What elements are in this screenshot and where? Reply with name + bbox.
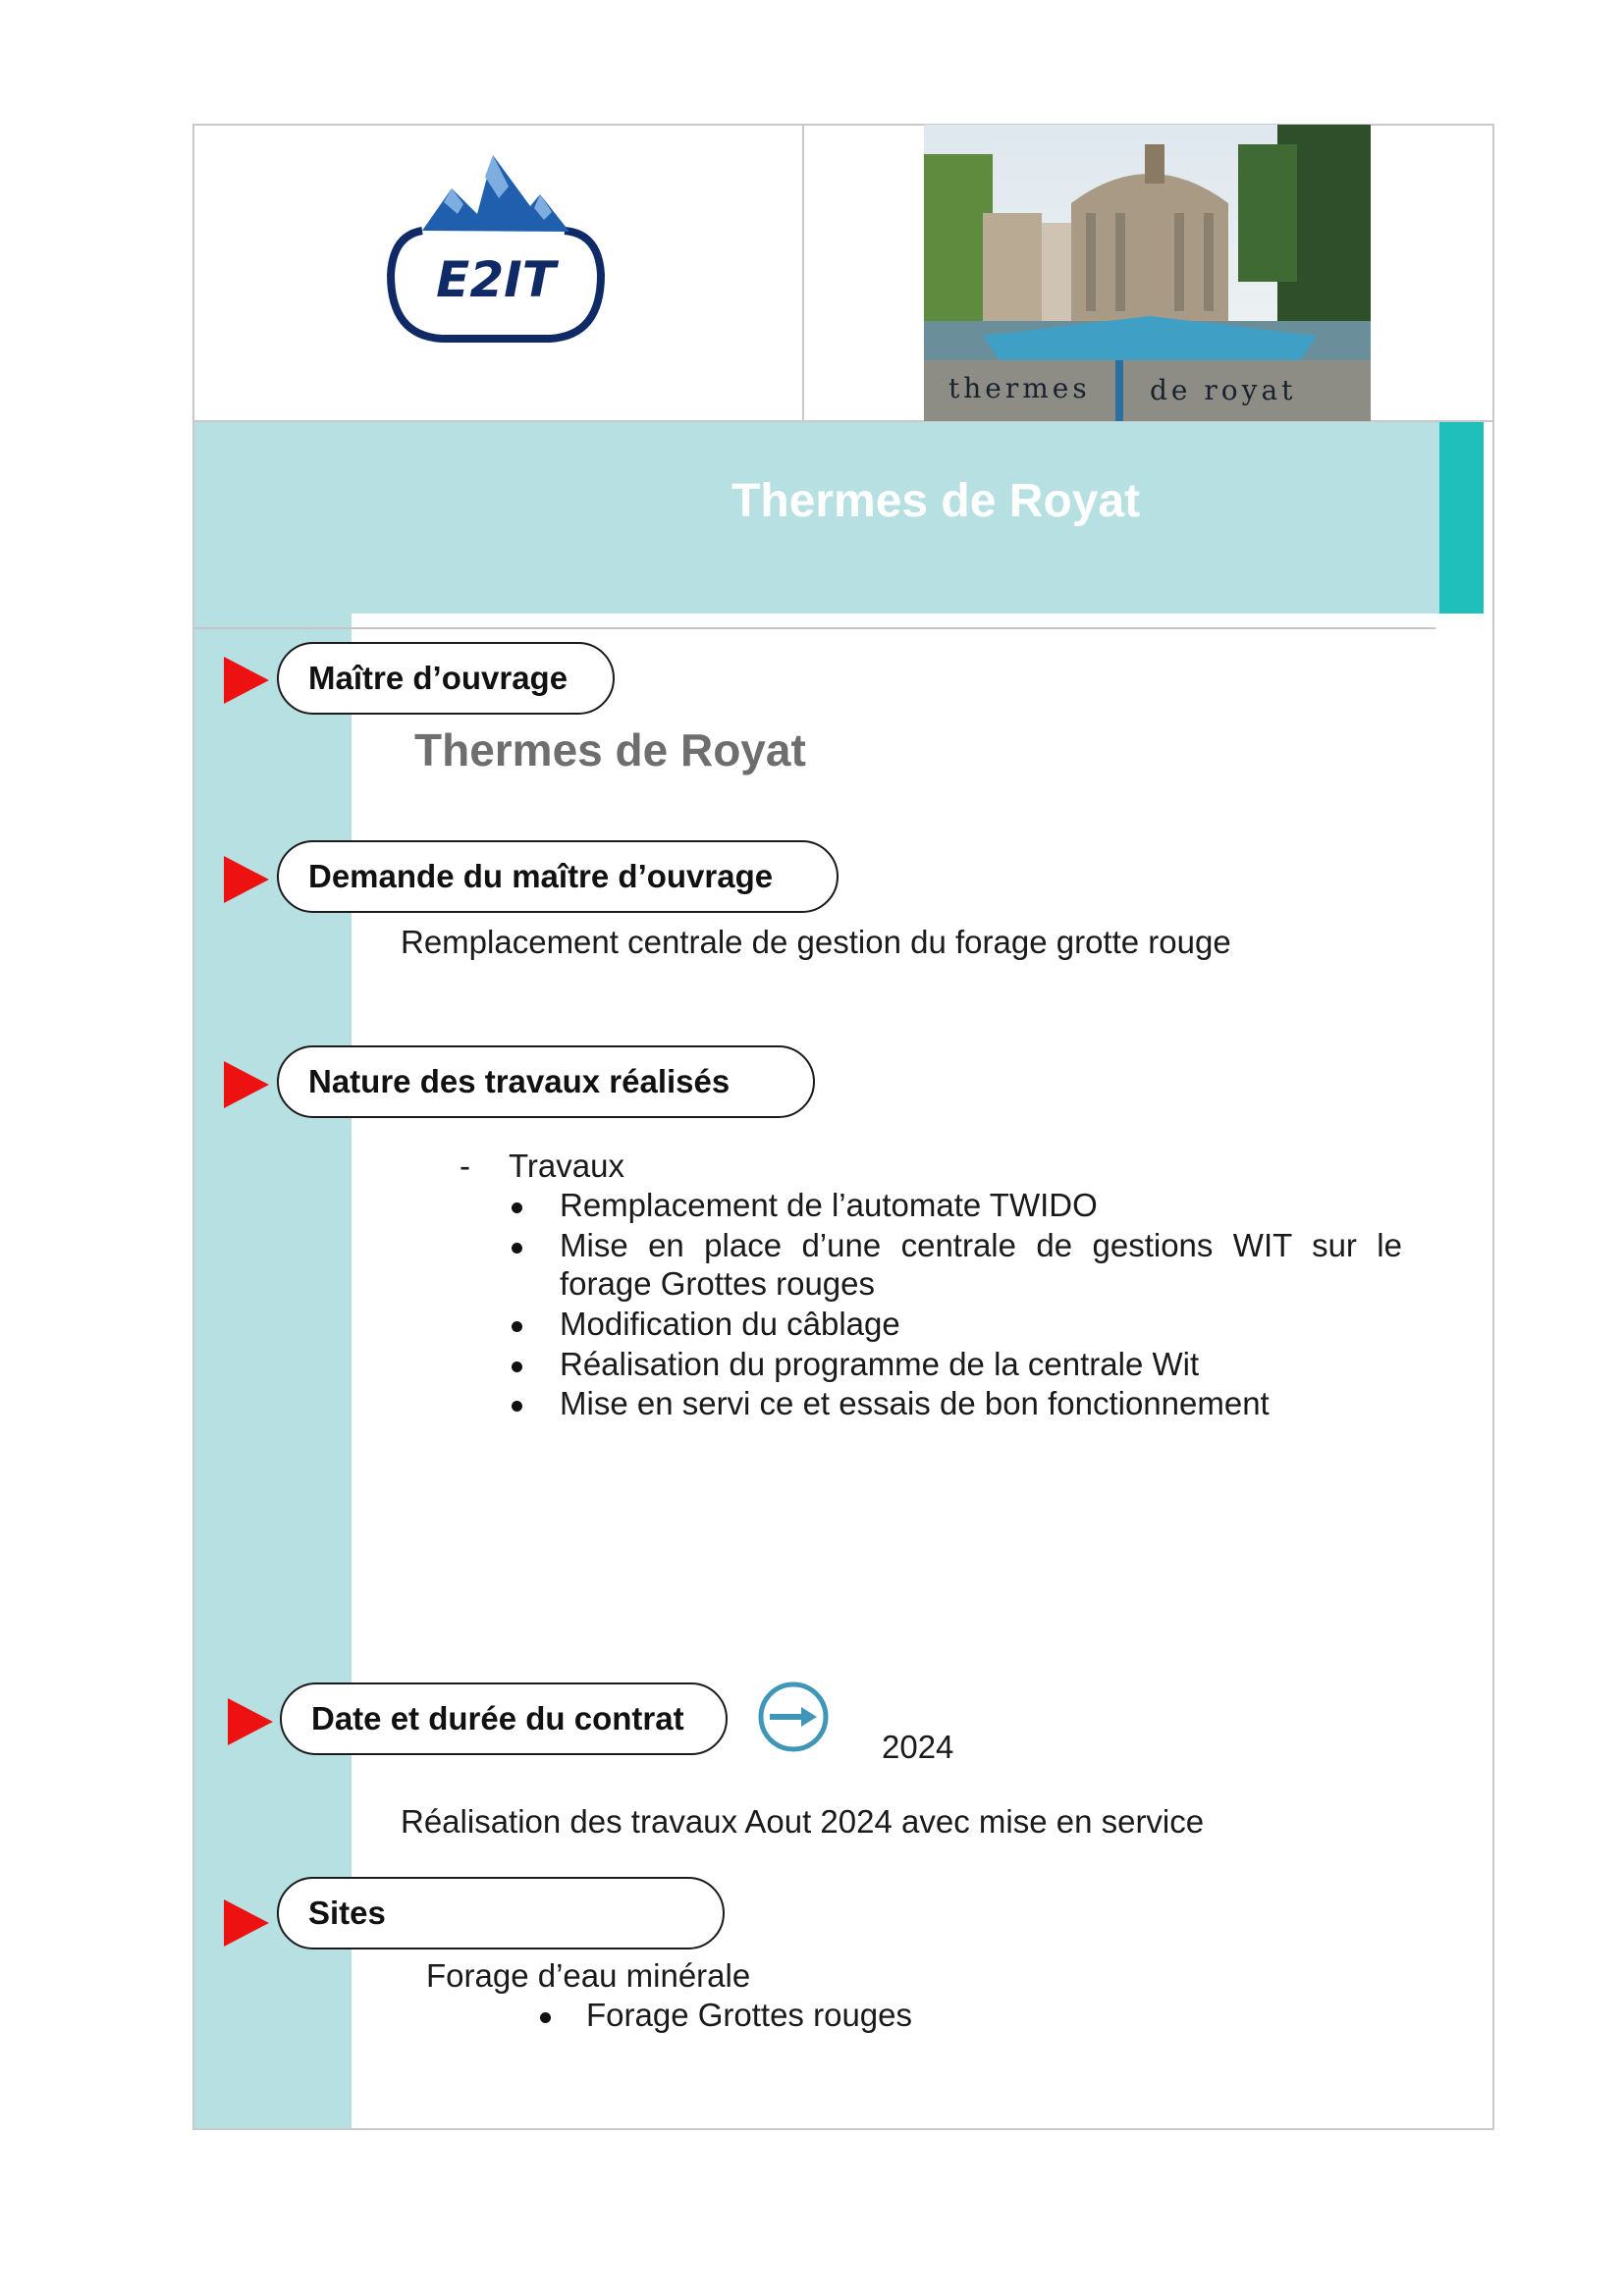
- bullet-icon: [512, 1401, 522, 1412]
- travaux-item: Réalisation du programme de la centrale Wit: [560, 1346, 1200, 1382]
- section-arrow-icon: [224, 1899, 269, 1947]
- thermes-photo: [924, 125, 1371, 421]
- sites-item: Forage Grottes rouges: [586, 1997, 912, 2033]
- photo-caption-right: de royat: [1150, 374, 1297, 406]
- bullet-icon: [512, 1321, 522, 1332]
- page-title: Thermes de Royat: [731, 475, 1141, 527]
- section-label-demande: Demande du maître d’ouvrage: [277, 840, 839, 913]
- section-arrow-icon: [224, 657, 269, 704]
- section-label-maitre: Maître d’ouvrage: [277, 642, 615, 715]
- photo-caption-left: thermes: [948, 372, 1091, 404]
- section-arrow-icon: [224, 856, 269, 903]
- separator-line: [194, 627, 1435, 629]
- travaux-item: Remplacement de l’automate TWIDO: [560, 1187, 1098, 1223]
- travaux-item: Mise en place d’une centrale de gestions WIT sur le: [560, 1227, 1402, 1263]
- header-divider: [802, 124, 804, 422]
- bullet-icon: [512, 1243, 522, 1254]
- contract-year: 2024: [882, 1729, 954, 1765]
- section-label-sites: Sites: [277, 1877, 725, 1949]
- list-dash: -: [460, 1148, 470, 1184]
- section-label-date: Date et durée du contrat: [280, 1682, 728, 1755]
- demande-value: Remplacement centrale de gestion du forage grotte rouge: [401, 924, 1231, 960]
- arrow-circle-icon: [756, 1680, 831, 1754]
- bullet-icon: [512, 1202, 522, 1213]
- title-accent-bar: [1439, 422, 1484, 614]
- section-label-nature: Nature des travaux réalisés: [277, 1045, 815, 1118]
- travaux-item: Mise en servi ce et essais de bon fonctionnement: [560, 1385, 1270, 1421]
- travaux-item-continued: forage Grottes rouges: [560, 1265, 876, 1302]
- travaux-heading: Travaux: [509, 1148, 624, 1184]
- bullet-icon: [512, 1362, 522, 1372]
- section-arrow-icon: [228, 1698, 273, 1745]
- travaux-item: Modification du câblage: [560, 1306, 900, 1342]
- contract-detail: Réalisation des travaux Aout 2024 avec mise en service: [401, 1803, 1205, 1840]
- company-logo: [383, 147, 609, 348]
- logo-text: E2IT: [436, 251, 556, 308]
- sites-heading: Forage d’eau minérale: [426, 1957, 751, 1994]
- bullet-icon: [540, 2012, 551, 2023]
- section-arrow-icon: [224, 1061, 269, 1108]
- maitre-value: Thermes de Royat: [414, 724, 806, 775]
